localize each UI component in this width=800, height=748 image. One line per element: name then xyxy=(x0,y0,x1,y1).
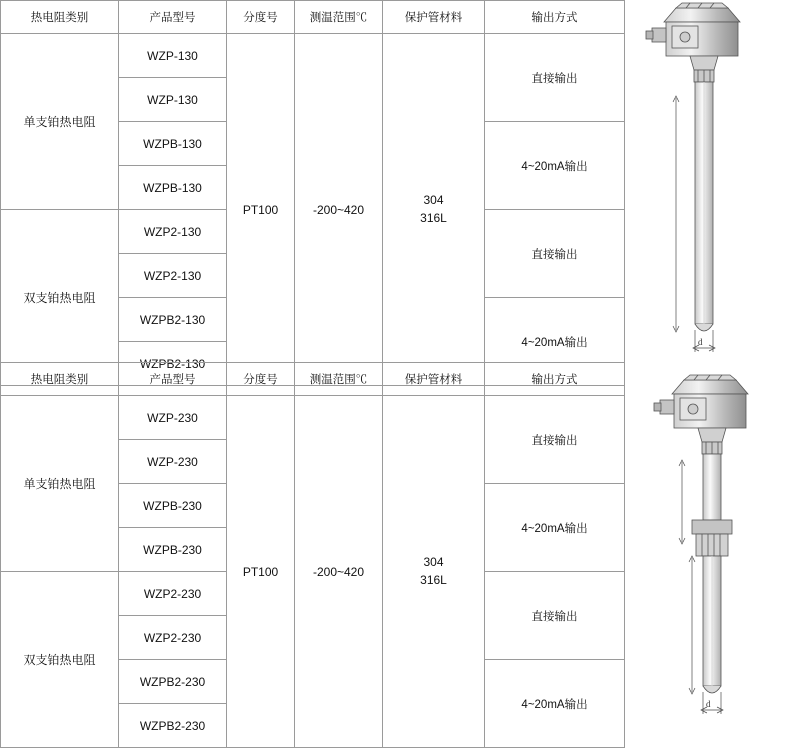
range-cell: -200~420 xyxy=(295,34,383,386)
material-cell xyxy=(383,34,485,386)
dimension-label-d: d xyxy=(706,699,711,709)
output-cell: 直接输出 xyxy=(485,572,625,660)
thermocouple-assembly-230-svg xyxy=(624,362,800,724)
grade-cell: PT100 xyxy=(227,34,295,386)
header-output: 输出方式 xyxy=(485,363,625,396)
model-cell: WZPB2-230 xyxy=(119,704,227,748)
header-range: 测温范围℃ xyxy=(295,1,383,34)
model-cell: WZP-230 xyxy=(119,440,227,484)
model-cell: WZPB-230 xyxy=(119,528,227,572)
model-cell: WZP2-230 xyxy=(119,572,227,616)
spec-table-230 xyxy=(0,362,625,748)
header-category: 热电阻类别 xyxy=(1,363,119,396)
model-cell: WZPB-230 xyxy=(119,484,227,528)
thermocouple-assembly-130-svg xyxy=(624,0,800,362)
header-range: 测温范围℃ xyxy=(295,363,383,396)
material-line-1: 304 xyxy=(423,193,444,208)
output-cell: 直接输出 xyxy=(485,210,625,298)
model-cell: WZP2-130 xyxy=(119,254,227,298)
output-cell: 4~20mA输出 xyxy=(485,122,625,210)
model-cell: WZP-130 xyxy=(119,78,227,122)
material-line-2: 316L xyxy=(420,572,447,587)
grade-cell: PT100 xyxy=(227,396,295,748)
table-row xyxy=(1,34,625,78)
table-header-row xyxy=(1,1,625,34)
header-category: 热电阻类别 xyxy=(1,1,119,34)
material-line-1: 304 xyxy=(423,555,444,570)
material-cell xyxy=(383,396,485,748)
model-cell: WZPB2-230 xyxy=(119,660,227,704)
dimension-label-d: d xyxy=(698,337,703,347)
header-material: 保护管材料 xyxy=(383,363,485,396)
output-cell: 4~20mA输出 xyxy=(485,298,625,386)
output-cell: 直接输出 xyxy=(485,396,625,484)
output-cell: 4~20mA输出 xyxy=(485,660,625,748)
model-cell: WZPB-130 xyxy=(119,122,227,166)
model-cell: WZPB2-130 xyxy=(119,298,227,342)
output-cell: 直接输出 xyxy=(485,34,625,122)
range-cell: -200~420 xyxy=(295,396,383,748)
header-output: 输出方式 xyxy=(485,1,625,34)
header-grade: 分度号 xyxy=(227,363,295,396)
spec-table-130 xyxy=(0,0,625,386)
spec-block-130 xyxy=(0,0,800,371)
model-cell: WZP2-130 xyxy=(119,210,227,254)
header-material: 保护管材料 xyxy=(383,1,485,34)
category-dual: 双支铂热电阻 xyxy=(1,210,119,386)
model-cell: WZP-230 xyxy=(119,396,227,440)
header-model: 产品型号 xyxy=(119,363,227,396)
drawing-thermocouple-230 xyxy=(624,362,800,724)
spec-block-230 xyxy=(0,362,800,733)
category-single: 单支铂热电阻 xyxy=(1,396,119,572)
drawing-thermocouple-130 xyxy=(624,0,800,362)
category-single: 单支铂热电阻 xyxy=(1,34,119,210)
material-line-2: 316L xyxy=(420,210,447,225)
model-cell: WZPB-130 xyxy=(119,166,227,210)
header-model: 产品型号 xyxy=(119,1,227,34)
table-row xyxy=(1,396,625,440)
model-cell: WZP2-230 xyxy=(119,616,227,660)
table-header-row xyxy=(1,363,625,396)
output-cell: 4~20mA输出 xyxy=(485,484,625,572)
header-grade: 分度号 xyxy=(227,1,295,34)
model-cell: WZP-130 xyxy=(119,34,227,78)
model-cell: WZPB2-130 xyxy=(119,342,227,386)
category-dual: 双支铂热电阻 xyxy=(1,572,119,748)
